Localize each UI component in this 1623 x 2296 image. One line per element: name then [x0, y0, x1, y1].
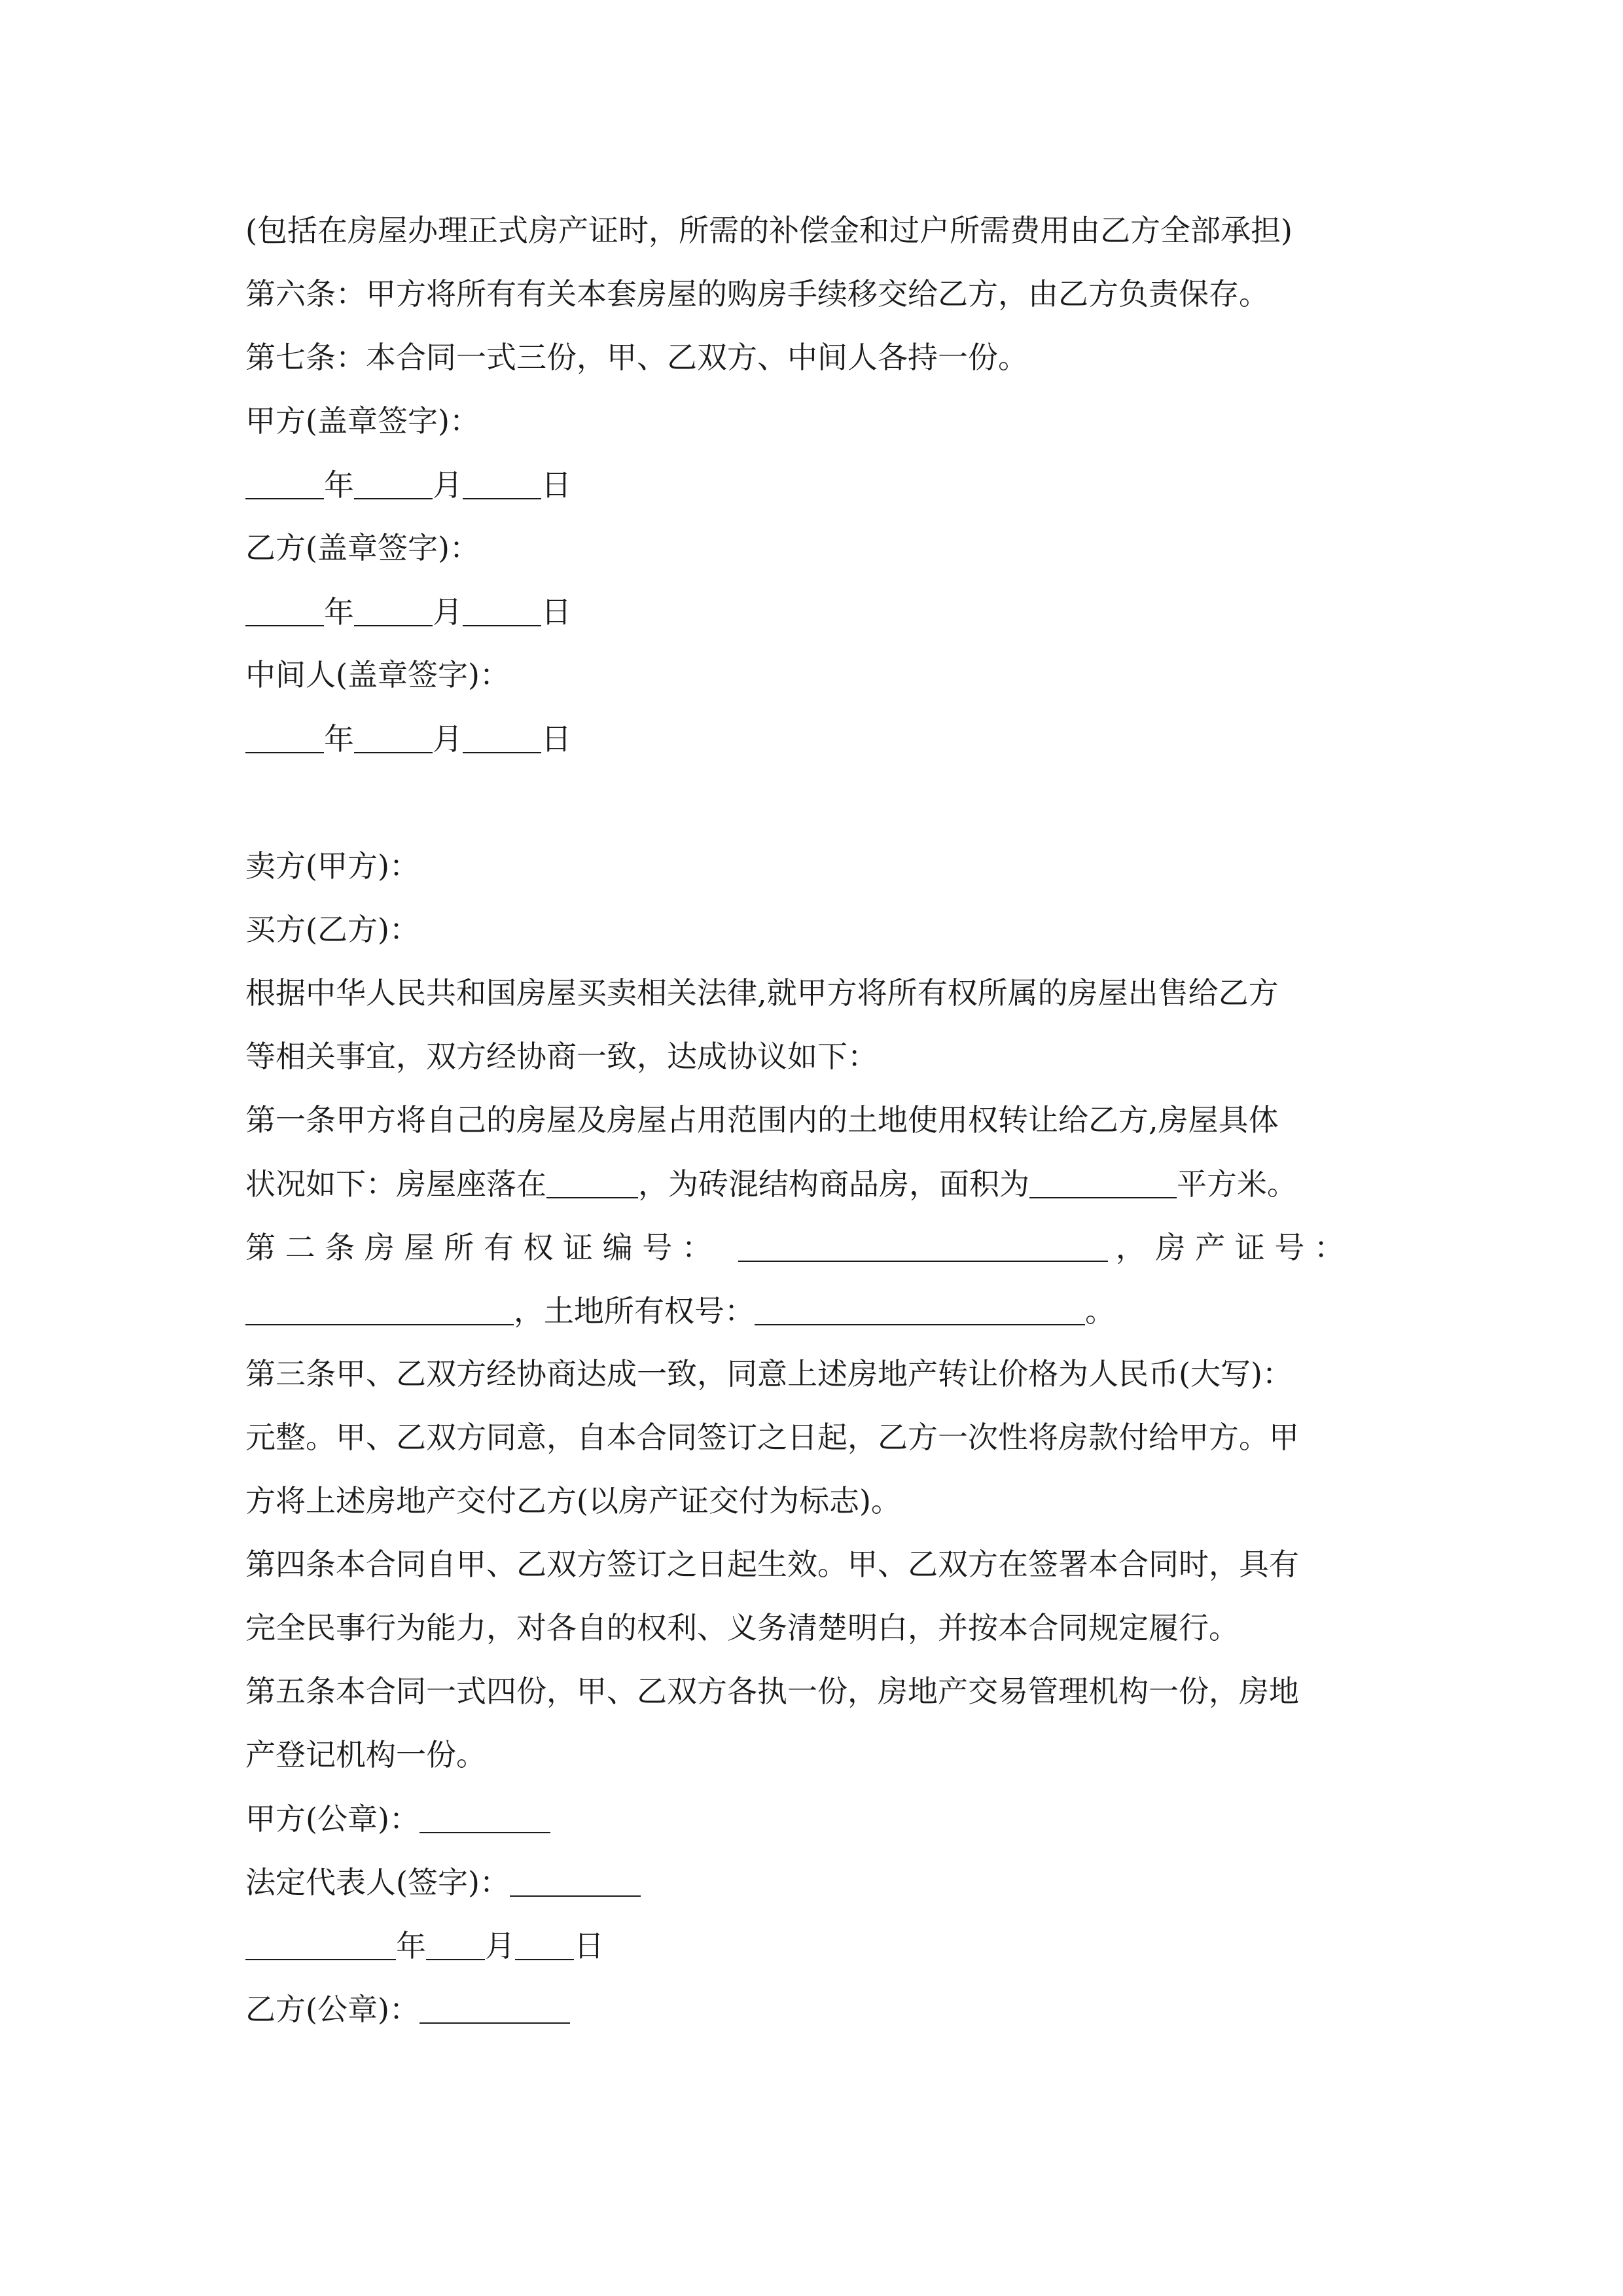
intro-line-1: 根据中华人民共和国房屋买卖相关法律,就甲方将所有权所属的房屋出售给乙方 [245, 975, 1279, 1011]
legal-rep-line [245, 1865, 641, 1901]
party-a-signature-label: 甲方(盖章签字)： [245, 403, 480, 439]
party-b-seal-label: 乙方(公章)： [245, 1992, 419, 2028]
contract-a-article-6: 第六条：甲方将所有有关本套房屋的购房手续移交给乙方，由乙方负责保存。 [245, 276, 1269, 312]
article-1-structure-text: ，为砖混结构商品房，面积为 [638, 1166, 1029, 1202]
article-1-line-2 [245, 1166, 1297, 1202]
article-3-line-1: 第三条甲、乙双方经协商达成一致，同意上述房地产转让价格为人民币(大写)： [245, 1356, 1293, 1391]
article-2-line-2 [245, 1293, 1115, 1329]
contract-a-continuation: (包括在房屋办理正式房产证时，所需的补偿金和过户所需费用由乙方全部承担) [245, 213, 1293, 248]
day-blank [463, 723, 541, 753]
year-blank [245, 596, 324, 626]
month-label: 月 [433, 721, 463, 757]
article-5-line-2: 产登记机构一份。 [245, 1737, 486, 1772]
day-label: 日 [541, 594, 571, 630]
location-blank [546, 1168, 638, 1198]
year-label: 年 [396, 1928, 426, 1964]
party-b-date-line [245, 594, 571, 630]
ownership-cert-blank [738, 1232, 1108, 1262]
month-blank [354, 723, 433, 753]
article-1-location-label: 状况如下：房屋座落在 [245, 1166, 546, 1202]
party-a-seal-line [245, 1801, 550, 1837]
contract-b-date-line [245, 1928, 604, 1964]
article-3-line-3: 方将上述房地产交付乙方(以房产证交付为标志)。 [245, 1483, 901, 1518]
party-a-seal-label: 甲方(公章)： [245, 1801, 419, 1837]
legal-rep-label: 法定代表人(签字)： [245, 1865, 510, 1901]
article-1-area-unit: 平方米。 [1177, 1166, 1297, 1202]
article-2-ownership-label: 第 二 条 房 屋 所 有 权 证 编 号 ： [245, 1230, 712, 1266]
contract-a-article-7: 第七条：本合同一式三份，甲、乙双方、中间人各持一份。 [245, 340, 1028, 375]
land-ownership-blank [755, 1295, 1085, 1325]
party-a-seal-blank [419, 1803, 550, 1833]
article-2-property-cert-label: ， 房 产 证 号 ： [1115, 1230, 1344, 1266]
buyer-label: 买方(乙方)： [245, 912, 419, 947]
year-blank [245, 723, 324, 753]
seller-label: 卖方(甲方)： [245, 848, 419, 884]
intro-line-2: 等相关事宜，双方经协商一致，达成协议如下： [245, 1039, 878, 1074]
article-2-line-1 [245, 1230, 1344, 1266]
month-label: 月 [433, 594, 463, 630]
middleman-signature-label: 中间人(盖章签字)： [245, 657, 510, 692]
year-label: 年 [324, 594, 354, 630]
day-blank [515, 1930, 574, 1960]
party-b-signature-label: 乙方(盖章签字)： [245, 530, 480, 565]
day-blank [463, 596, 541, 626]
month-label: 月 [485, 1928, 515, 1964]
year-label: 年 [324, 721, 354, 757]
party-a-date-line [245, 467, 571, 503]
article-1-line-1: 第一条甲方将自己的房屋及房屋占用范围内的土地使用权转让给乙方,房屋具体 [245, 1102, 1279, 1138]
month-label: 月 [433, 467, 463, 503]
day-blank [463, 469, 541, 499]
property-cert-blank [245, 1295, 514, 1325]
day-label: 日 [574, 1928, 604, 1964]
party-b-seal-blank [419, 1994, 570, 2024]
area-blank [1029, 1168, 1177, 1198]
month-blank [354, 596, 433, 626]
day-label: 日 [541, 721, 571, 757]
legal-rep-blank [510, 1867, 641, 1897]
year-blank [245, 1930, 396, 1960]
article-4-line-2: 完全民事行为能力，对各自的权利、义务清楚明白，并按本合同规定履行。 [245, 1610, 1239, 1645]
party-b-seal-line [245, 1992, 570, 2028]
day-label: 日 [541, 467, 571, 503]
article-3-line-2: 元整。甲、乙双方同意，自本合同签订之日起，乙方一次性将房款付给甲方。甲 [245, 1420, 1299, 1455]
article-5-line-1: 第五条本合同一式四份，甲、乙双方各执一份，房地产交易管理机构一份，房地 [245, 1674, 1299, 1709]
month-blank [354, 469, 433, 499]
middleman-date-line [245, 721, 571, 757]
article-2-end: 。 [1085, 1293, 1115, 1329]
article-2-land-label: ，土地所有权号： [514, 1293, 755, 1329]
year-blank [245, 469, 324, 499]
month-blank [426, 1930, 485, 1960]
article-4-line-1: 第四条本合同自甲、乙双方签订之日起生效。甲、乙双方在签署本合同时，具有 [245, 1547, 1299, 1582]
year-label: 年 [324, 467, 354, 503]
